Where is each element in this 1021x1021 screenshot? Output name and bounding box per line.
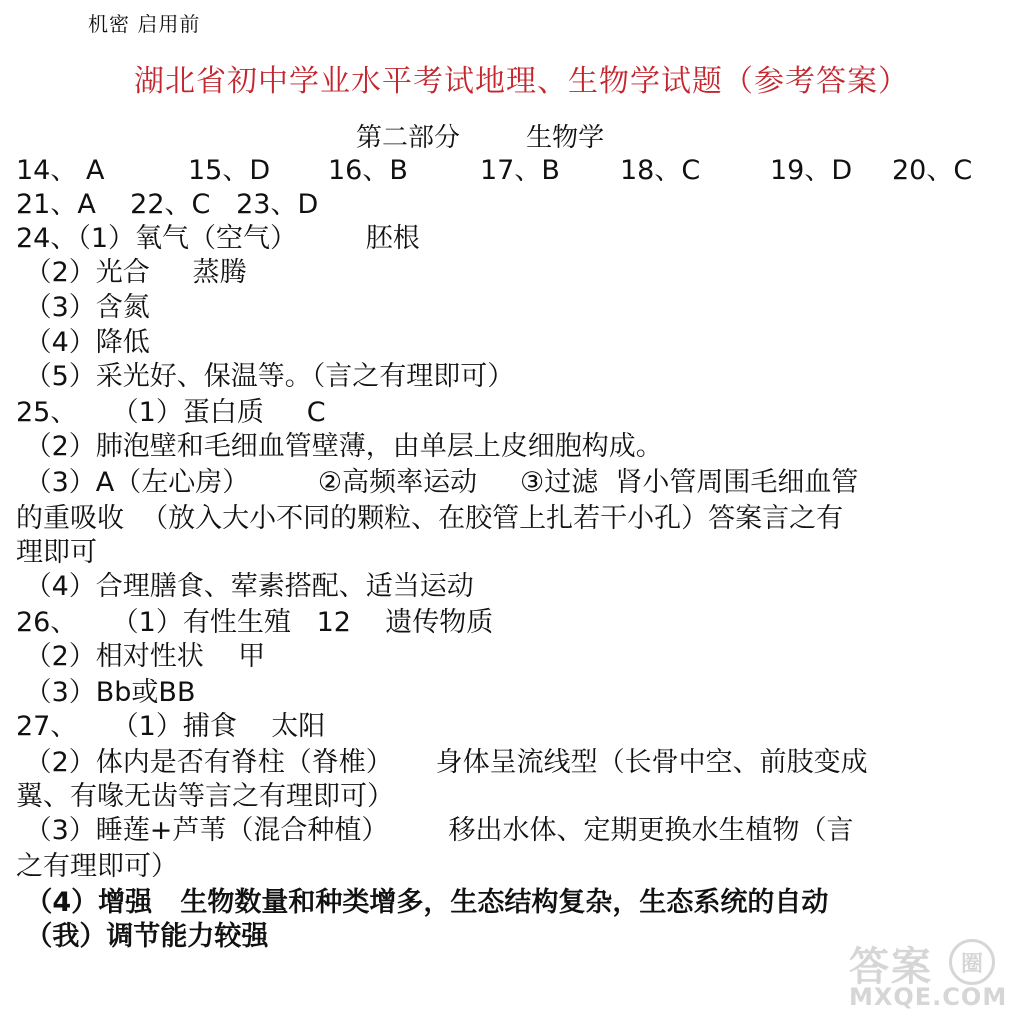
answer-line: （2）体内是否有脊柱（脊椎） 身体呈流线型（长骨中空、前肢变成 bbox=[16, 747, 868, 778]
answer-item: 15、D bbox=[188, 155, 271, 186]
answer-line: （2）肺泡壁和毛细血管壁薄，由单层上皮细胞构成。 bbox=[16, 431, 663, 462]
watermark-text: 答案 bbox=[849, 944, 933, 990]
answer-line: 27、 （1）捕食 太阳 bbox=[16, 711, 326, 742]
answer-line-bold: （我）调节能力较强 bbox=[16, 921, 269, 952]
answer-line: 之有理即可） bbox=[16, 851, 178, 882]
watermark-logo bbox=[819, 935, 1009, 1015]
confidential-label: 机密 启用前 bbox=[88, 12, 201, 36]
watermark-site: MXQE.COM bbox=[849, 983, 1008, 1011]
answer-line: 翼、有喙无齿等言之有理即可） bbox=[16, 781, 394, 812]
answer-line: 24、（1）氧气（空气） 胚根 bbox=[16, 223, 420, 254]
answer-item: 19、D bbox=[770, 155, 853, 186]
watermark-badge-icon: 圈 bbox=[949, 939, 995, 985]
answer-line: （2）相对性状 甲 bbox=[16, 641, 266, 672]
answer-item: 16、B bbox=[328, 155, 408, 186]
answer-line: （3）Bb或BB bbox=[16, 677, 196, 708]
answer-line: 理即可 bbox=[16, 537, 97, 568]
answer-line: （4）合理膳食、荤素搭配、适当运动 bbox=[16, 571, 474, 602]
answer-item: 20、C bbox=[892, 155, 973, 186]
answer-line: 26、 （1）有性生殖 12 遗传物质 bbox=[16, 607, 494, 638]
answer-line: 21、A 22、C 23、D bbox=[16, 189, 319, 220]
answer-item: 18、C bbox=[620, 155, 701, 186]
answer-line: （3）睡莲+芦苇（混合种植） 移出水体、定期更换水生植物（言 bbox=[16, 815, 854, 846]
answer-line: （3）A（左心房） ②高频率运动 ③过滤 肾小管周围毛细血管 bbox=[16, 467, 859, 498]
document-title: 湖北省初中学业水平考试地理、生物学试题（参考答案） bbox=[134, 64, 909, 99]
answer-item: 17、B bbox=[480, 155, 560, 186]
answer-item: 14、 A bbox=[16, 155, 105, 186]
multiple-choice-row bbox=[16, 154, 1001, 188]
answer-line: 的重吸收 （放入大小不同的颗粒、在胶管上扎若干小孔）答案言之有 bbox=[16, 503, 844, 534]
answer-line: 25、 （1）蛋白质 C bbox=[16, 397, 326, 428]
section-title: 第二部分 生物学 bbox=[356, 123, 605, 153]
answer-line: （3）含氮 bbox=[16, 292, 150, 323]
answer-line: （2）光合 蒸腾 bbox=[16, 257, 247, 288]
answer-line: （5）采光好、保温等。（言之有理即可） bbox=[16, 361, 515, 392]
answer-line: （4）降低 bbox=[16, 327, 150, 358]
answer-line-bold: （4）增强 生物数量和种类增多，生态结构复杂，生态系统的自动 bbox=[16, 887, 829, 918]
